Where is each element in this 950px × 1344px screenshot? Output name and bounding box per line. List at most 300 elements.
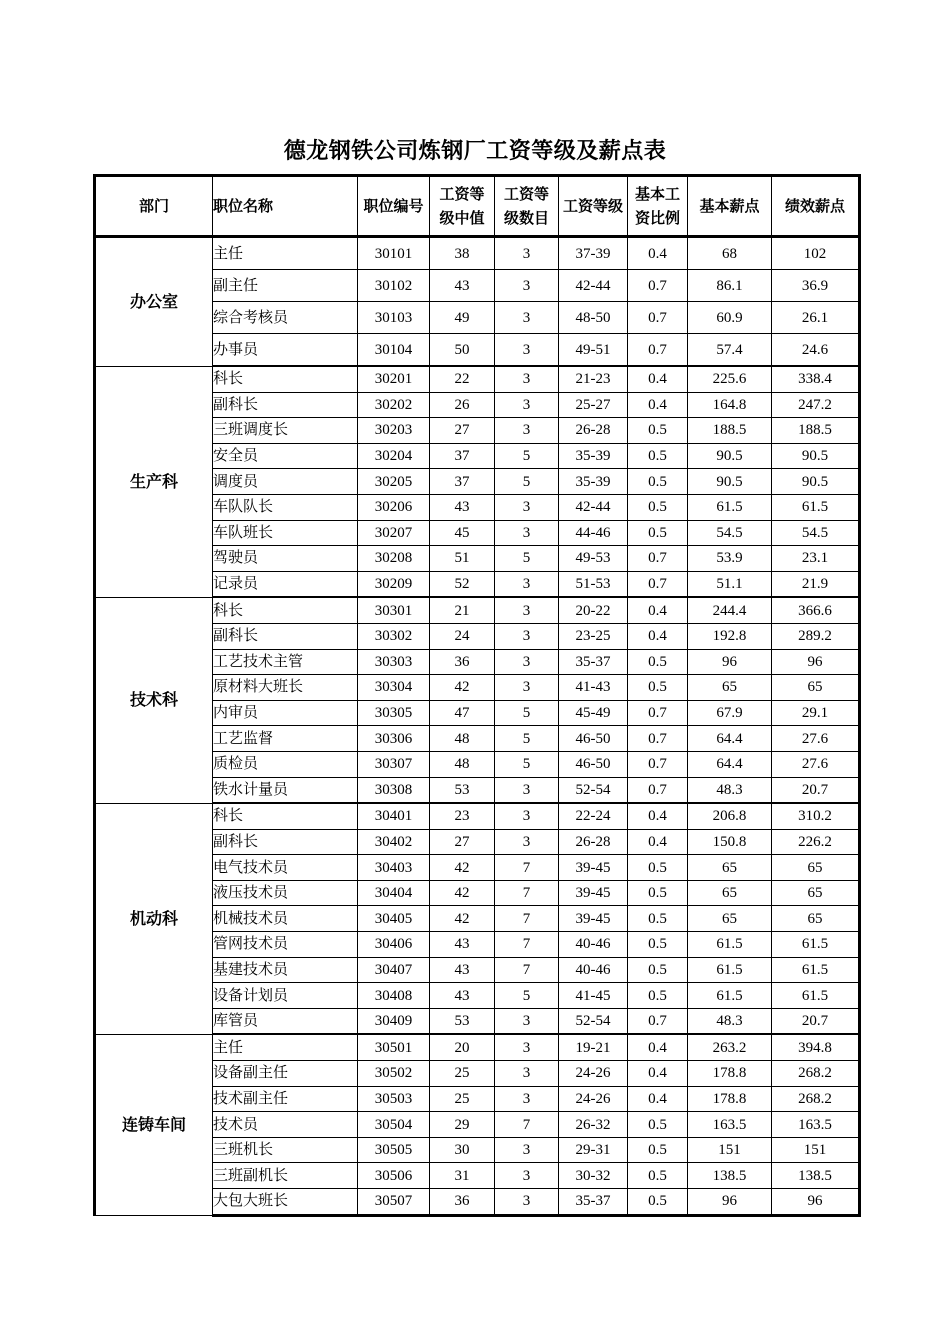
cell-perf-points: 61.5 xyxy=(772,983,860,1009)
cell-base-ratio: 0.5 xyxy=(628,469,688,495)
cell-grade: 46-50 xyxy=(559,751,628,777)
cell-grade: 39-45 xyxy=(559,880,628,906)
cell-perf-points: 65 xyxy=(772,880,860,906)
cell-grade-count: 3 xyxy=(495,649,559,675)
cell-grade-mid: 36 xyxy=(430,1189,495,1216)
cell-position: 车队班长 xyxy=(213,520,358,546)
cell-code: 30101 xyxy=(358,237,430,270)
cell-grade-count: 3 xyxy=(495,392,559,418)
cell-grade: 35-39 xyxy=(559,469,628,495)
cell-base-points: 57.4 xyxy=(688,334,772,367)
cell-grade: 40-46 xyxy=(559,957,628,983)
department-name: 生产科 xyxy=(95,366,213,597)
cell-perf-points: 21.9 xyxy=(772,571,860,597)
cell-perf-points: 90.5 xyxy=(772,443,860,469)
cell-grade-mid: 42 xyxy=(430,675,495,701)
cell-grade: 35-39 xyxy=(559,443,628,469)
cell-grade-mid: 36 xyxy=(430,649,495,675)
cell-code: 30208 xyxy=(358,546,430,572)
cell-code: 30505 xyxy=(358,1137,430,1163)
header-perf-points: 绩效薪点 xyxy=(772,176,860,237)
cell-grade: 29-31 xyxy=(559,1137,628,1163)
cell-code: 30304 xyxy=(358,675,430,701)
cell-grade-count: 5 xyxy=(495,983,559,1009)
cell-position: 工艺监督 xyxy=(213,726,358,752)
cell-perf-points: 65 xyxy=(772,675,860,701)
cell-grade-mid: 37 xyxy=(430,443,495,469)
cell-base-points: 151 xyxy=(688,1137,772,1163)
cell-position: 液压技术员 xyxy=(213,880,358,906)
header-position: 职位名称 xyxy=(213,176,358,237)
cell-grade-count: 7 xyxy=(495,906,559,932)
cell-code: 30406 xyxy=(358,932,430,958)
cell-grade-mid: 48 xyxy=(430,726,495,752)
cell-code: 30507 xyxy=(358,1189,430,1216)
cell-grade-count: 3 xyxy=(495,1061,559,1087)
cell-grade-count: 3 xyxy=(495,571,559,597)
cell-perf-points: 29.1 xyxy=(772,700,860,726)
cell-grade-count: 3 xyxy=(495,418,559,444)
cell-perf-points: 289.2 xyxy=(772,623,860,649)
table-row xyxy=(95,366,860,392)
cell-perf-points: 338.4 xyxy=(772,366,860,392)
cell-position: 主任 xyxy=(213,237,358,270)
department-name: 连铸车间 xyxy=(95,1034,213,1215)
cell-grade-count: 5 xyxy=(495,546,559,572)
cell-base-ratio: 0.5 xyxy=(628,675,688,701)
cell-perf-points: 151 xyxy=(772,1137,860,1163)
cell-code: 30203 xyxy=(358,418,430,444)
cell-grade-count: 5 xyxy=(495,726,559,752)
cell-grade: 46-50 xyxy=(559,726,628,752)
cell-base-points: 178.8 xyxy=(688,1086,772,1112)
cell-base-ratio: 0.7 xyxy=(628,302,688,334)
cell-position: 设备计划员 xyxy=(213,983,358,1009)
cell-perf-points: 27.6 xyxy=(772,726,860,752)
cell-position: 基建技术员 xyxy=(213,957,358,983)
cell-grade-mid: 27 xyxy=(430,829,495,855)
cell-grade-count: 3 xyxy=(495,777,559,803)
cell-grade: 25-27 xyxy=(559,392,628,418)
cell-base-ratio: 0.7 xyxy=(628,270,688,302)
cell-code: 30405 xyxy=(358,906,430,932)
cell-grade-mid: 42 xyxy=(430,880,495,906)
cell-grade-mid: 38 xyxy=(430,237,495,270)
cell-perf-points: 310.2 xyxy=(772,803,860,829)
cell-grade-mid: 50 xyxy=(430,334,495,367)
cell-code: 30204 xyxy=(358,443,430,469)
cell-position: 安全员 xyxy=(213,443,358,469)
cell-code: 30103 xyxy=(358,302,430,334)
cell-base-ratio: 0.7 xyxy=(628,571,688,597)
cell-grade-count: 7 xyxy=(495,1112,559,1138)
cell-perf-points: 20.7 xyxy=(772,1008,860,1034)
cell-base-ratio: 0.4 xyxy=(628,1086,688,1112)
cell-code: 30402 xyxy=(358,829,430,855)
department-name: 技术科 xyxy=(95,597,213,803)
cell-grade-count: 5 xyxy=(495,751,559,777)
cell-base-ratio: 0.7 xyxy=(628,546,688,572)
cell-base-points: 48.3 xyxy=(688,777,772,803)
cell-grade: 35-37 xyxy=(559,649,628,675)
cell-grade-count: 3 xyxy=(495,1189,559,1216)
cell-position: 副科长 xyxy=(213,392,358,418)
cell-perf-points: 65 xyxy=(772,855,860,881)
cell-perf-points: 96 xyxy=(772,649,860,675)
cell-base-ratio: 0.5 xyxy=(628,649,688,675)
table-row xyxy=(95,597,860,623)
cell-position: 记录员 xyxy=(213,571,358,597)
cell-position: 库管员 xyxy=(213,1008,358,1034)
cell-grade-count: 3 xyxy=(495,1137,559,1163)
cell-code: 30104 xyxy=(358,334,430,367)
cell-base-points: 96 xyxy=(688,1189,772,1216)
cell-code: 30307 xyxy=(358,751,430,777)
cell-code: 30209 xyxy=(358,571,430,597)
cell-grade-mid: 23 xyxy=(430,803,495,829)
cell-base-points: 65 xyxy=(688,880,772,906)
cell-perf-points: 61.5 xyxy=(772,957,860,983)
cell-grade: 35-37 xyxy=(559,1189,628,1216)
cell-position: 电气技术员 xyxy=(213,855,358,881)
cell-position: 工艺技术主管 xyxy=(213,649,358,675)
cell-grade-count: 3 xyxy=(495,1034,559,1060)
cell-position: 科长 xyxy=(213,803,358,829)
cell-base-points: 263.2 xyxy=(688,1034,772,1060)
header-row xyxy=(95,176,860,237)
cell-code: 30409 xyxy=(358,1008,430,1034)
cell-grade-mid: 25 xyxy=(430,1061,495,1087)
cell-grade: 39-45 xyxy=(559,906,628,932)
cell-base-points: 64.4 xyxy=(688,751,772,777)
cell-base-ratio: 0.7 xyxy=(628,751,688,777)
cell-base-points: 65 xyxy=(688,855,772,881)
cell-grade-mid: 24 xyxy=(430,623,495,649)
cell-base-points: 60.9 xyxy=(688,302,772,334)
cell-perf-points: 226.2 xyxy=(772,829,860,855)
cell-code: 30308 xyxy=(358,777,430,803)
cell-position: 三班调度长 xyxy=(213,418,358,444)
cell-perf-points: 366.6 xyxy=(772,597,860,623)
header-base-points: 基本薪点 xyxy=(688,176,772,237)
cell-base-points: 61.5 xyxy=(688,932,772,958)
cell-grade-mid: 45 xyxy=(430,520,495,546)
header-dept: 部门 xyxy=(95,176,213,237)
cell-position: 原材料大班长 xyxy=(213,675,358,701)
cell-position: 铁水计量员 xyxy=(213,777,358,803)
cell-code: 30303 xyxy=(358,649,430,675)
cell-grade-mid: 21 xyxy=(430,597,495,623)
cell-grade: 41-43 xyxy=(559,675,628,701)
cell-grade-mid: 27 xyxy=(430,418,495,444)
cell-grade-mid: 43 xyxy=(430,983,495,1009)
cell-grade: 21-23 xyxy=(559,366,628,392)
cell-code: 30305 xyxy=(358,700,430,726)
cell-base-points: 90.5 xyxy=(688,469,772,495)
cell-base-points: 164.8 xyxy=(688,392,772,418)
cell-grade-count: 5 xyxy=(495,700,559,726)
header-grade: 工资等级 xyxy=(559,176,628,237)
cell-base-points: 192.8 xyxy=(688,623,772,649)
salary-table xyxy=(93,174,861,1217)
cell-grade-mid: 42 xyxy=(430,855,495,881)
cell-base-ratio: 0.5 xyxy=(628,520,688,546)
cell-base-ratio: 0.5 xyxy=(628,957,688,983)
cell-grade: 24-26 xyxy=(559,1086,628,1112)
cell-grade-count: 3 xyxy=(495,829,559,855)
cell-base-ratio: 0.7 xyxy=(628,726,688,752)
cell-perf-points: 247.2 xyxy=(772,392,860,418)
cell-grade: 40-46 xyxy=(559,932,628,958)
cell-grade-count: 3 xyxy=(495,623,559,649)
cell-base-points: 86.1 xyxy=(688,270,772,302)
cell-grade: 49-51 xyxy=(559,334,628,367)
cell-grade: 51-53 xyxy=(559,571,628,597)
cell-grade-mid: 25 xyxy=(430,1086,495,1112)
cell-grade-mid: 43 xyxy=(430,270,495,302)
cell-base-points: 68 xyxy=(688,237,772,270)
cell-perf-points: 90.5 xyxy=(772,469,860,495)
cell-grade: 52-54 xyxy=(559,777,628,803)
cell-base-ratio: 0.5 xyxy=(628,494,688,520)
cell-position: 机械技术员 xyxy=(213,906,358,932)
cell-base-ratio: 0.7 xyxy=(628,777,688,803)
cell-base-points: 61.5 xyxy=(688,494,772,520)
cell-grade-count: 3 xyxy=(495,675,559,701)
cell-base-points: 244.4 xyxy=(688,597,772,623)
cell-position: 科长 xyxy=(213,366,358,392)
cell-grade: 39-45 xyxy=(559,855,628,881)
cell-grade-count: 3 xyxy=(495,334,559,367)
cell-position: 办事员 xyxy=(213,334,358,367)
cell-base-points: 65 xyxy=(688,906,772,932)
cell-base-ratio: 0.5 xyxy=(628,1189,688,1216)
header-base-ratio: 基本工 资比例 xyxy=(628,176,688,237)
cell-perf-points: 268.2 xyxy=(772,1061,860,1087)
cell-grade-count: 5 xyxy=(495,469,559,495)
cell-code: 30408 xyxy=(358,983,430,1009)
cell-code: 30306 xyxy=(358,726,430,752)
cell-base-points: 138.5 xyxy=(688,1163,772,1189)
cell-position: 副科长 xyxy=(213,623,358,649)
cell-code: 30102 xyxy=(358,270,430,302)
cell-grade-mid: 53 xyxy=(430,777,495,803)
cell-base-ratio: 0.5 xyxy=(628,1112,688,1138)
cell-base-ratio: 0.5 xyxy=(628,880,688,906)
cell-grade-mid: 43 xyxy=(430,494,495,520)
cell-grade-count: 3 xyxy=(495,1008,559,1034)
cell-perf-points: 27.6 xyxy=(772,751,860,777)
cell-grade: 23-25 xyxy=(559,623,628,649)
cell-grade-mid: 42 xyxy=(430,906,495,932)
cell-grade-count: 7 xyxy=(495,880,559,906)
cell-grade-count: 3 xyxy=(495,803,559,829)
cell-grade-count: 3 xyxy=(495,366,559,392)
cell-position: 副科长 xyxy=(213,829,358,855)
cell-base-ratio: 0.7 xyxy=(628,700,688,726)
cell-base-ratio: 0.4 xyxy=(628,392,688,418)
cell-base-ratio: 0.7 xyxy=(628,1008,688,1034)
cell-grade: 26-28 xyxy=(559,829,628,855)
cell-perf-points: 26.1 xyxy=(772,302,860,334)
cell-position: 管网技术员 xyxy=(213,932,358,958)
cell-grade-count: 3 xyxy=(495,520,559,546)
cell-base-points: 90.5 xyxy=(688,443,772,469)
cell-code: 30206 xyxy=(358,494,430,520)
cell-base-ratio: 0.4 xyxy=(628,829,688,855)
cell-base-points: 51.1 xyxy=(688,571,772,597)
cell-grade-mid: 30 xyxy=(430,1137,495,1163)
cell-perf-points: 163.5 xyxy=(772,1112,860,1138)
cell-grade-mid: 37 xyxy=(430,469,495,495)
cell-perf-points: 96 xyxy=(772,1189,860,1216)
cell-position: 副主任 xyxy=(213,270,358,302)
cell-grade: 45-49 xyxy=(559,700,628,726)
cell-base-ratio: 0.5 xyxy=(628,983,688,1009)
cell-grade: 44-46 xyxy=(559,520,628,546)
cell-base-ratio: 0.4 xyxy=(628,237,688,270)
cell-grade: 52-54 xyxy=(559,1008,628,1034)
cell-grade-count: 3 xyxy=(495,494,559,520)
cell-base-points: 67.9 xyxy=(688,700,772,726)
cell-code: 30502 xyxy=(358,1061,430,1087)
cell-perf-points: 188.5 xyxy=(772,418,860,444)
cell-base-ratio: 0.4 xyxy=(628,1061,688,1087)
cell-position: 内审员 xyxy=(213,700,358,726)
cell-position: 大包大班长 xyxy=(213,1189,358,1216)
department-name: 办公室 xyxy=(95,237,213,367)
cell-base-points: 54.5 xyxy=(688,520,772,546)
cell-position: 三班副机长 xyxy=(213,1163,358,1189)
cell-base-points: 53.9 xyxy=(688,546,772,572)
cell-perf-points: 20.7 xyxy=(772,777,860,803)
cell-code: 30504 xyxy=(358,1112,430,1138)
cell-base-points: 65 xyxy=(688,675,772,701)
cell-code: 30205 xyxy=(358,469,430,495)
cell-grade: 48-50 xyxy=(559,302,628,334)
cell-grade: 24-26 xyxy=(559,1061,628,1087)
cell-perf-points: 65 xyxy=(772,906,860,932)
cell-perf-points: 24.6 xyxy=(772,334,860,367)
cell-grade-mid: 22 xyxy=(430,366,495,392)
cell-position: 技术员 xyxy=(213,1112,358,1138)
cell-code: 30501 xyxy=(358,1034,430,1060)
cell-grade-mid: 43 xyxy=(430,932,495,958)
cell-perf-points: 102 xyxy=(772,237,860,270)
cell-perf-points: 61.5 xyxy=(772,932,860,958)
cell-base-points: 225.6 xyxy=(688,366,772,392)
department-name: 机动科 xyxy=(95,803,213,1034)
cell-base-ratio: 0.5 xyxy=(628,418,688,444)
table-body xyxy=(95,237,860,1216)
cell-grade-mid: 51 xyxy=(430,546,495,572)
cell-grade: 22-24 xyxy=(559,803,628,829)
cell-perf-points: 61.5 xyxy=(772,494,860,520)
cell-grade-count: 3 xyxy=(495,1086,559,1112)
header-grade-mid: 工资等 级中值 xyxy=(430,176,495,237)
cell-position: 驾驶员 xyxy=(213,546,358,572)
cell-grade-mid: 47 xyxy=(430,700,495,726)
cell-position: 设备副主任 xyxy=(213,1061,358,1087)
cell-code: 30404 xyxy=(358,880,430,906)
table-row xyxy=(95,237,860,270)
cell-perf-points: 138.5 xyxy=(772,1163,860,1189)
table-row xyxy=(95,1034,860,1060)
cell-base-ratio: 0.5 xyxy=(628,1163,688,1189)
cell-grade: 42-44 xyxy=(559,270,628,302)
cell-grade-mid: 43 xyxy=(430,957,495,983)
cell-base-points: 206.8 xyxy=(688,803,772,829)
cell-grade-count: 7 xyxy=(495,957,559,983)
cell-grade: 42-44 xyxy=(559,494,628,520)
cell-position: 技术副主任 xyxy=(213,1086,358,1112)
cell-perf-points: 36.9 xyxy=(772,270,860,302)
cell-grade-count: 3 xyxy=(495,270,559,302)
cell-grade: 26-28 xyxy=(559,418,628,444)
cell-base-ratio: 0.4 xyxy=(628,1034,688,1060)
cell-grade-count: 3 xyxy=(495,302,559,334)
cell-base-points: 150.8 xyxy=(688,829,772,855)
cell-base-ratio: 0.4 xyxy=(628,366,688,392)
cell-code: 30506 xyxy=(358,1163,430,1189)
cell-grade-mid: 20 xyxy=(430,1034,495,1060)
cell-code: 30202 xyxy=(358,392,430,418)
cell-base-ratio: 0.5 xyxy=(628,932,688,958)
cell-base-ratio: 0.4 xyxy=(628,803,688,829)
cell-grade-count: 7 xyxy=(495,855,559,881)
cell-base-ratio: 0.4 xyxy=(628,623,688,649)
cell-base-ratio: 0.4 xyxy=(628,597,688,623)
cell-perf-points: 23.1 xyxy=(772,546,860,572)
cell-grade-count: 3 xyxy=(495,597,559,623)
cell-base-ratio: 0.5 xyxy=(628,855,688,881)
cell-code: 30401 xyxy=(358,803,430,829)
cell-position: 车队队长 xyxy=(213,494,358,520)
header-grade-count: 工资等 级数目 xyxy=(495,176,559,237)
cell-grade-mid: 26 xyxy=(430,392,495,418)
cell-grade: 30-32 xyxy=(559,1163,628,1189)
cell-base-points: 48.3 xyxy=(688,1008,772,1034)
cell-base-ratio: 0.5 xyxy=(628,443,688,469)
cell-grade: 20-22 xyxy=(559,597,628,623)
cell-perf-points: 394.8 xyxy=(772,1034,860,1060)
cell-grade-mid: 49 xyxy=(430,302,495,334)
cell-base-ratio: 0.5 xyxy=(628,1137,688,1163)
cell-base-ratio: 0.5 xyxy=(628,906,688,932)
cell-base-ratio: 0.7 xyxy=(628,334,688,367)
cell-position: 主任 xyxy=(213,1034,358,1060)
cell-code: 30407 xyxy=(358,957,430,983)
cell-grade-mid: 48 xyxy=(430,751,495,777)
cell-code: 30403 xyxy=(358,855,430,881)
cell-base-points: 163.5 xyxy=(688,1112,772,1138)
cell-code: 30201 xyxy=(358,366,430,392)
cell-grade: 41-45 xyxy=(559,983,628,1009)
cell-grade: 49-53 xyxy=(559,546,628,572)
cell-grade-count: 3 xyxy=(495,237,559,270)
cell-grade-mid: 29 xyxy=(430,1112,495,1138)
cell-position: 调度员 xyxy=(213,469,358,495)
cell-base-points: 188.5 xyxy=(688,418,772,444)
cell-grade-count: 5 xyxy=(495,443,559,469)
cell-perf-points: 268.2 xyxy=(772,1086,860,1112)
cell-grade-count: 3 xyxy=(495,1163,559,1189)
cell-base-points: 64.4 xyxy=(688,726,772,752)
cell-code: 30301 xyxy=(358,597,430,623)
cell-perf-points: 54.5 xyxy=(772,520,860,546)
cell-position: 质检员 xyxy=(213,751,358,777)
cell-grade-count: 7 xyxy=(495,932,559,958)
